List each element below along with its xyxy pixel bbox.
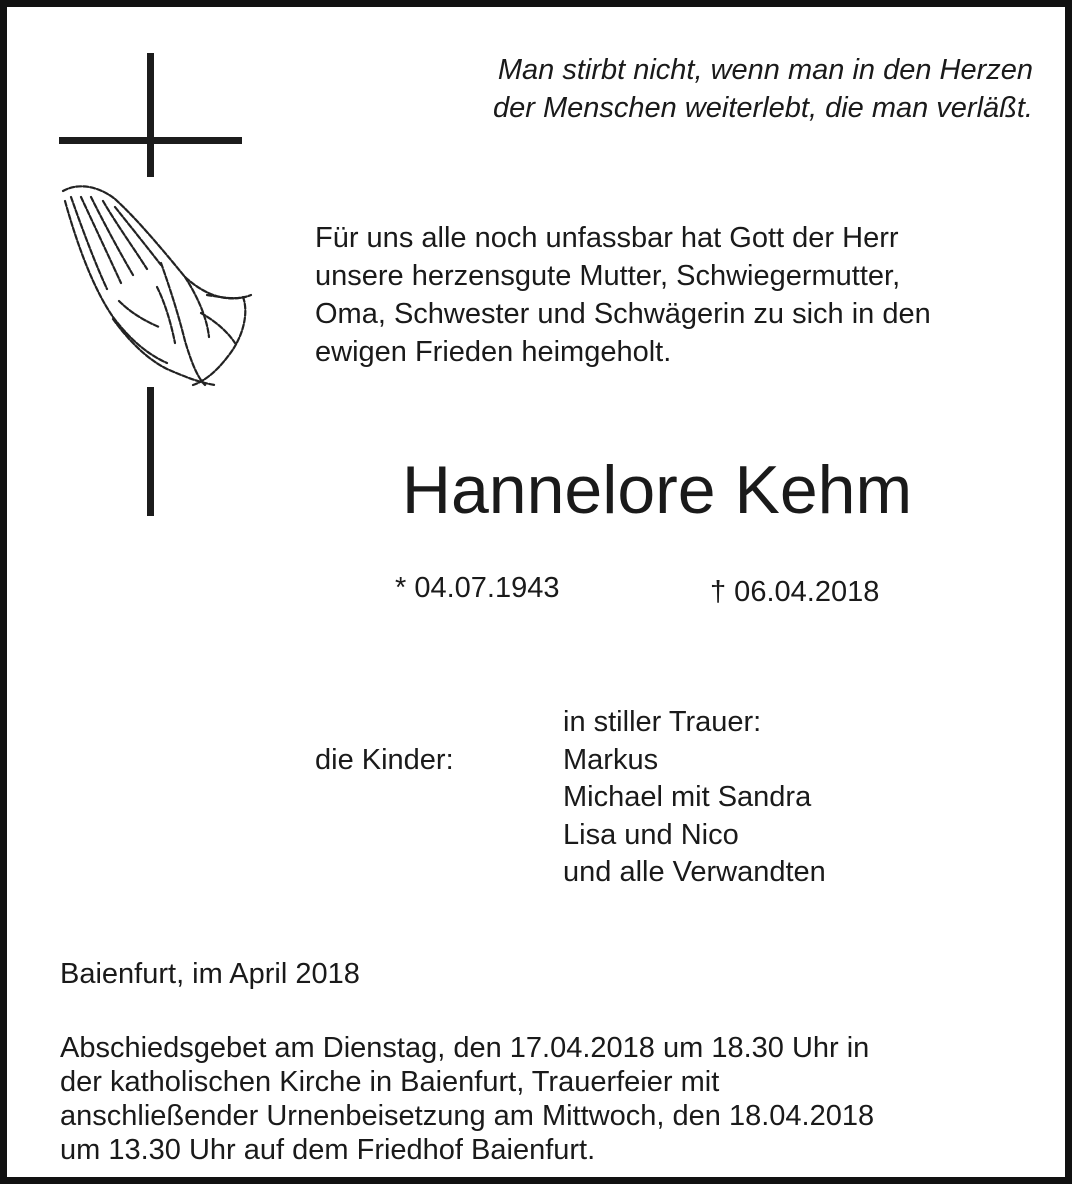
mourner-name: Lisa und Nico [563, 818, 739, 851]
intro-line-1: Für uns alle noch unfassbar hat Gott der Herr [315, 222, 899, 254]
motto-quote [493, 51, 1033, 127]
place-date: Baienfurt, im April 2018 [60, 958, 360, 990]
cross-with-praying-hands-icon [57, 51, 257, 517]
deceased-name: Hannelore Kehm [401, 452, 913, 528]
service-line-1: Abschiedsgebet am Dienstag, den 17.04.2018 um 18.30 Uhr in [60, 1032, 870, 1064]
mourners-list [563, 704, 826, 892]
intro-line-4: ewigen Frieden heimgeholt. [315, 336, 672, 368]
mourner-name: Markus [563, 743, 659, 776]
mourner-name: und alle Verwandten [563, 856, 826, 888]
mourner-name: Michael mit Sandra [563, 781, 812, 813]
service-line-2: der katholischen Kirche in Baienfurt, Trauerfeier mit [60, 1066, 720, 1098]
death-date: † 06.04.2018 [710, 576, 880, 608]
motto-line-1: Man stirbt nicht, wenn man in den Herzen [497, 54, 1033, 86]
motto-line-2: der Menschen weiterlebt, die man verläßt. [493, 92, 1033, 124]
service-line-3: anschließender Urnenbeisetzung am Mittwoch, den 18.04.2018 [60, 1100, 875, 1132]
service-line-4: um 13.30 Uhr auf dem Friedhof Baienfurt. [60, 1134, 596, 1166]
intro-line-2: unsere herzensgute Mutter, Schwiegermutter, [315, 260, 901, 292]
service-details [60, 1031, 874, 1167]
intro-line-3: Oma, Schwester und Schwägerin zu sich in den [315, 298, 931, 330]
birth-date: * 04.07.1943 [395, 572, 560, 604]
children-label: die Kinder: [315, 744, 454, 776]
intro-text [315, 219, 931, 371]
mourning-heading: in stiller Trauer: [563, 706, 762, 738]
